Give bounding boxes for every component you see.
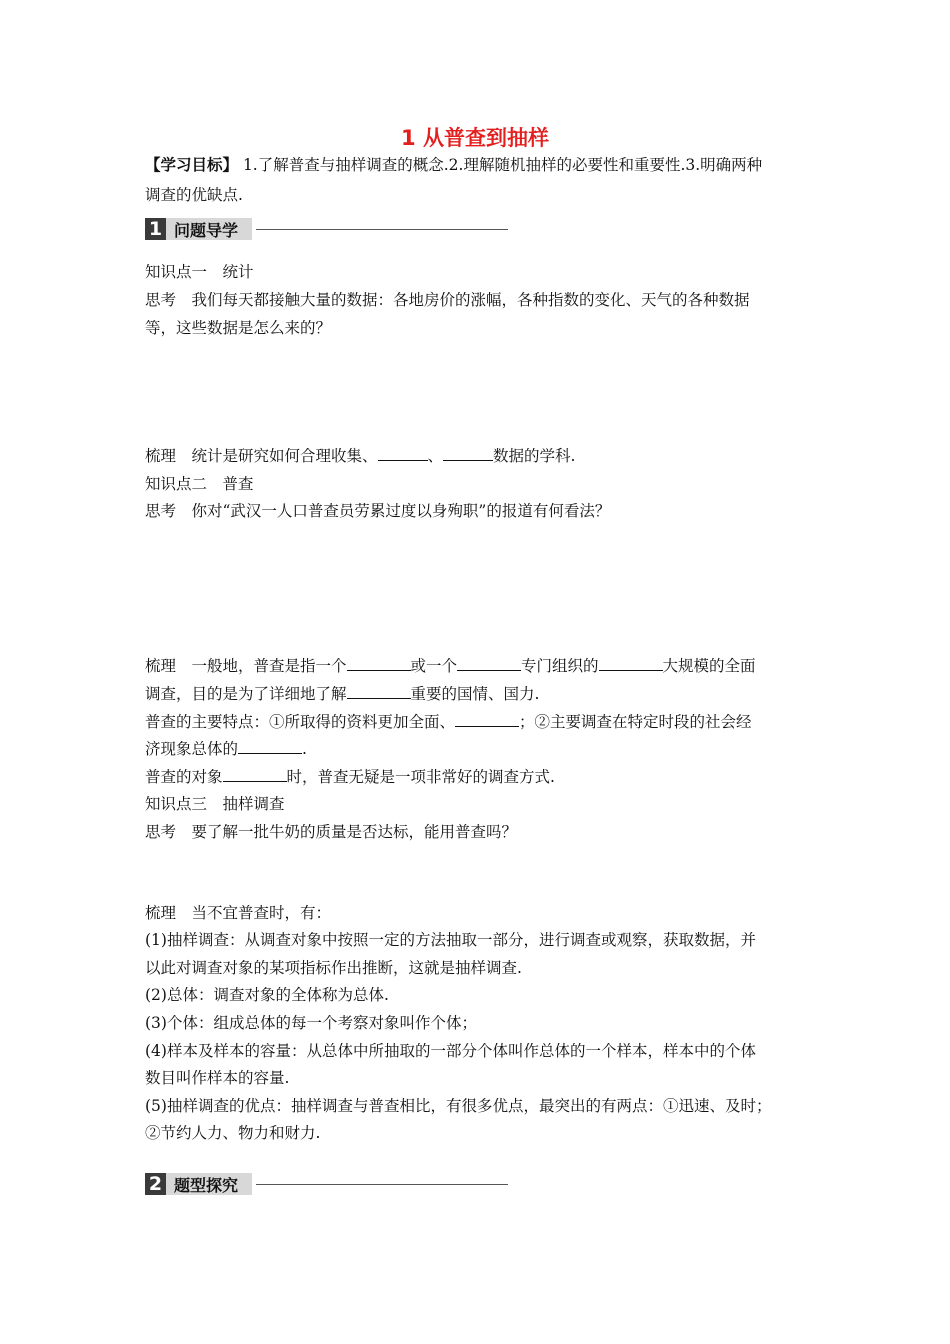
list-item: (5)抽样调查的优点：抽样调查与普查相比，有很多优点，最突出的有两点：①迅速、及时； <box>145 1097 772 1115</box>
summary-text: 或一个 <box>410 657 458 675</box>
fill-blank <box>457 655 521 671</box>
summary-text: 重要的国情、国力. <box>410 685 540 703</box>
knowledge-point-heading: 知识点三 抽样调查 <box>145 795 285 813</box>
section-number: 1 <box>145 218 166 240</box>
summary-text: 梳理 一般地，普查是指一个 <box>145 657 347 675</box>
section-divider <box>256 1184 508 1185</box>
fill-blank <box>599 655 663 671</box>
summary-line <box>145 766 810 788</box>
think-text: 思考 要了解一批牛奶的质量是否达标，能用普查吗？ <box>145 823 518 841</box>
list-item: 数目叫作样本的容量. <box>145 1069 290 1087</box>
summary-line <box>145 711 810 733</box>
summary-text: 数据的学科. <box>493 447 576 465</box>
fill-blank <box>347 655 411 671</box>
think-text: 思考 你对“武汉一人口普查员劳累过度以身殉职”的报道有何看法？ <box>145 502 611 520</box>
section-label: 问题导学 <box>166 218 252 240</box>
list-item: (1)抽样调查：从调查对象中按照一定的方法抽取一部分，进行调查或观察，获取数据，并 <box>145 931 756 949</box>
list-item: (2)总体：调查对象的全体称为总体. <box>145 986 389 1004</box>
section-label: 题型探究 <box>166 1173 252 1195</box>
list-item: ②节约人力、物力和财力. <box>145 1124 321 1142</box>
fill-blank <box>443 445 493 461</box>
learning-goals-line-2: 调查的优缺点. <box>145 186 243 204</box>
learning-goals-text: 1.了解普查与抽样调查的概念.2.理解随机抽样的必要性和重要性.3.明确两种 <box>238 156 763 174</box>
summary-text: 时，普查无疑是一项非常好的调查方式. <box>286 768 555 786</box>
section-header-2 <box>145 1172 508 1196</box>
think-text: 等，这些数据是怎么来的？ <box>145 319 332 337</box>
section-divider <box>256 229 508 230</box>
knowledge-point-heading: 知识点一 统计 <box>145 263 254 281</box>
summary-line <box>145 738 810 760</box>
fill-blank <box>223 766 287 782</box>
summary-text: 济现象总体的 <box>145 740 239 758</box>
fill-blank <box>238 738 302 754</box>
summary-text: 、 <box>427 447 444 465</box>
summary-text: 梳理 当不宜普查时，有： <box>145 904 332 922</box>
summary-text: 专门组织的 <box>521 657 599 675</box>
page-title: 1 从普查到抽样 <box>401 126 549 150</box>
fill-blank <box>378 445 428 461</box>
fill-blank <box>347 683 411 699</box>
summary-text: 调查，目的是为了详细地了解 <box>145 685 347 703</box>
summary-text: 普查的主要特点：①所取得的资料更加全面、 <box>145 713 456 731</box>
summary-text: ；②主要调查在特定时段的社会经 <box>519 713 752 731</box>
knowledge-point-heading: 知识点二 普查 <box>145 475 254 493</box>
section-header-1 <box>145 217 508 241</box>
fill-blank <box>455 711 519 727</box>
summary-line <box>145 655 810 677</box>
list-item: (3)个体：组成总体的每一个考察对象叫作个体； <box>145 1014 477 1032</box>
summary-line <box>145 445 810 467</box>
summary-line <box>145 683 810 705</box>
section-number: 2 <box>145 1173 166 1195</box>
summary-text: 梳理 统计是研究如何合理收集、 <box>145 447 378 465</box>
think-text: 思考 我们每天都接触大量的数据：各地房价的涨幅，各种指数的变化、天气的各种数据 <box>145 291 750 309</box>
list-item: 以此对调查对象的某项指标作出推断，这就是抽样调查. <box>145 959 522 977</box>
summary-text: . <box>302 740 307 758</box>
list-item: (4)样本及样本的容量：从总体中所抽取的一部分个体叫作总体的一个样本，样本中的个体 <box>145 1042 756 1060</box>
summary-text: 大规模的全面 <box>662 657 756 675</box>
summary-text: 普查的对象 <box>145 768 223 786</box>
learning-goals-line-1 <box>145 154 810 176</box>
learning-goals-label: 【学习目标】 <box>145 155 239 174</box>
